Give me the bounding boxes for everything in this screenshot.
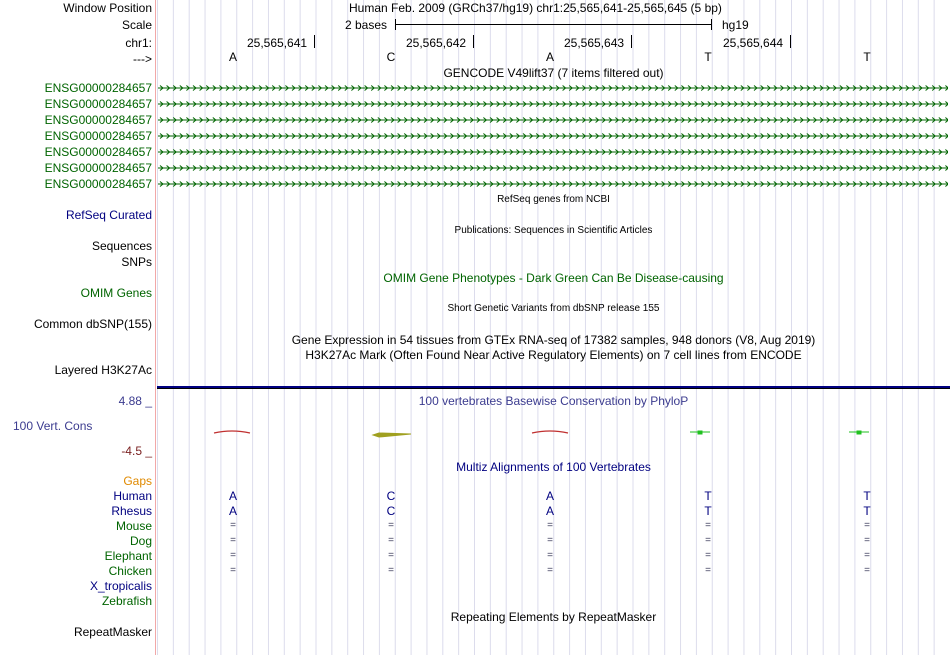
multiz-species-label[interactable]: Rhesus <box>111 504 152 518</box>
omim-track-label[interactable]: OMIM Genes <box>80 286 152 300</box>
multiz-alignment-base: = <box>547 550 553 561</box>
gaps-track-label[interactable]: Gaps <box>123 474 152 488</box>
multiz-alignment-base: = <box>388 535 394 546</box>
ruler-base: A <box>228 50 237 64</box>
refseq-track-title: RefSeq genes from NCBI <box>497 194 610 205</box>
publications-track-label[interactable]: Sequences <box>91 239 152 253</box>
multiz-alignment-base: = <box>388 520 394 531</box>
multiz-alignment-base: = <box>705 565 711 576</box>
gencode-gene-label[interactable]: ENSG00000284657 <box>44 97 152 111</box>
phylop-min-value: -4.5 _ <box>121 444 152 458</box>
scale-bar <box>395 24 712 25</box>
dbsnp-track-title: Short Genetic Variants from dbSNP release 155 <box>447 303 660 314</box>
phylop-score-glyph <box>532 431 568 433</box>
multiz-alignment-base: = <box>864 565 870 576</box>
ruler-position-label: 25,565,642 <box>406 36 467 50</box>
multiz-alignment-base: = <box>864 550 870 561</box>
ruler-position-label: 25,565,644 <box>723 36 784 50</box>
multiz-alignment-base: = <box>864 520 870 531</box>
multiz-species-label[interactable]: X_tropicalis <box>89 579 152 593</box>
phylop-max-value: 4.88 _ <box>118 394 152 408</box>
h3k27ac-track-label[interactable]: Layered H3K27Ac <box>54 363 152 377</box>
multiz-alignment-base: = <box>705 535 711 546</box>
multiz-species-label[interactable]: Elephant <box>104 549 152 563</box>
phylop-score-glyph <box>690 431 710 434</box>
multiz-alignment-base: T <box>704 489 712 503</box>
gencode-gene-label[interactable]: ENSG00000284657 <box>44 145 152 159</box>
gencode-gene-feature[interactable] <box>158 164 948 172</box>
window-position-label: Window Position <box>63 1 152 15</box>
repeatmasker-track-title: Repeating Elements by RepeatMasker <box>450 610 657 624</box>
h3k27ac-signal-line <box>157 388 950 389</box>
db-label: hg19 <box>722 18 749 32</box>
gencode-gene-label[interactable]: ENSG00000284657 <box>44 177 152 191</box>
ruler-position-label: 25,565,643 <box>564 36 625 50</box>
phylop-signal <box>157 426 950 442</box>
multiz-alignment-base: = <box>230 565 236 576</box>
gencode-gene-feature[interactable] <box>158 84 948 92</box>
phylop-track-title: 100 vertebrates Basewise Conservation by PhyloP <box>418 394 689 408</box>
scale-label: Scale <box>121 18 152 32</box>
strand-label[interactable]: ---> <box>133 52 152 66</box>
publications-track-title: Publications: Sequences in Scientific Articles <box>454 225 653 236</box>
gencode-gene-label[interactable]: ENSG00000284657 <box>44 129 152 143</box>
chrom-label[interactable]: chr1: <box>125 36 152 50</box>
ruler-tick <box>790 35 791 48</box>
scale-text: 2 bases <box>345 18 388 32</box>
refseq-track-label[interactable]: RefSeq Curated <box>65 208 152 222</box>
multiz-alignment-base: = <box>705 550 711 561</box>
ruler-position-label: 25,565,641 <box>247 36 308 50</box>
phylop-score-glyph <box>373 433 411 437</box>
multiz-alignment-base: C <box>386 504 396 518</box>
ruler-base: T <box>704 50 712 64</box>
dbsnp-track-label[interactable]: Common dbSNP(155) <box>33 317 152 331</box>
multiz-alignment-base: = <box>547 565 553 576</box>
phylop-track-label[interactable]: 100 Vert. Cons <box>13 419 93 433</box>
multiz-alignment-base: = <box>547 535 553 546</box>
gtex-track-title: Gene Expression in 54 tissues from GTEx RNA-seq of 17382 samples, 948 donors (V8, Aug 2019) <box>291 333 816 347</box>
multiz-alignment-base: A <box>545 504 554 518</box>
gencode-gene-feature[interactable] <box>158 148 948 156</box>
snps-track-label[interactable]: SNPs <box>121 255 152 269</box>
ruler-base: A <box>545 50 554 64</box>
gencode-gene-label[interactable]: ENSG00000284657 <box>44 81 152 95</box>
multiz-alignment-base: T <box>863 504 871 518</box>
multiz-alignment-base: = <box>547 520 553 531</box>
scale-bar-right-tick <box>711 19 712 30</box>
gencode-gene-label[interactable]: ENSG00000284657 <box>44 161 152 175</box>
multiz-alignment-base: = <box>388 550 394 561</box>
track-label-divider <box>155 0 156 655</box>
multiz-alignment-base: = <box>230 535 236 546</box>
multiz-alignment-base: = <box>705 520 711 531</box>
phylop-score-glyph <box>214 431 250 433</box>
omim-track-title: OMIM Gene Phenotypes - Dark Green Can Be Disease-causing <box>383 271 724 285</box>
gencode-track-title[interactable]: GENCODE V49lift37 (7 items filtered out) <box>443 66 664 80</box>
multiz-species-label[interactable]: Mouse <box>115 519 152 533</box>
multiz-alignment-base: A <box>228 504 237 518</box>
gencode-gene-label[interactable]: ENSG00000284657 <box>44 113 152 127</box>
h3k27ac-track-title: H3K27Ac Mark (Often Found Near Active Regulatory Elements) on 7 cell lines from ENCODE <box>305 348 802 362</box>
phylop-score-glyph <box>849 431 869 434</box>
multiz-alignment-base: = <box>388 565 394 576</box>
ruler-base: C <box>386 50 396 64</box>
multiz-species-label[interactable]: Zebrafish <box>101 594 152 608</box>
gencode-gene-feature[interactable] <box>158 100 948 108</box>
ruler-tick <box>631 35 632 48</box>
ruler-tick <box>473 35 474 48</box>
multiz-alignment-base: T <box>704 504 712 518</box>
multiz-alignment-base: = <box>864 535 870 546</box>
ruler-base: T <box>863 50 871 64</box>
gencode-gene-feature[interactable] <box>158 180 948 188</box>
multiz-alignment-base: A <box>545 489 554 503</box>
multiz-track-title: Multiz Alignments of 100 Vertebrates <box>456 460 651 474</box>
multiz-alignment-base: T <box>863 489 871 503</box>
gencode-gene-feature[interactable] <box>158 132 948 140</box>
multiz-alignment-base: C <box>386 489 396 503</box>
multiz-alignment-base: = <box>230 550 236 561</box>
repeatmasker-track-label[interactable]: RepeatMasker <box>73 625 152 639</box>
multiz-alignment-base: = <box>230 520 236 531</box>
multiz-alignment-base: A <box>228 489 237 503</box>
multiz-species-label[interactable]: Dog <box>129 534 152 548</box>
gencode-gene-feature[interactable] <box>158 116 948 124</box>
multiz-species-label[interactable]: Human <box>113 489 152 503</box>
ruler-tick <box>314 35 315 48</box>
scale-bar-left-tick <box>395 19 396 30</box>
multiz-species-label[interactable]: Chicken <box>108 564 152 578</box>
assembly-position-title[interactable]: Human Feb. 2009 (GRCh37/hg19) chr1:25,565,641-25,565,645 (5 bp) <box>349 1 722 15</box>
